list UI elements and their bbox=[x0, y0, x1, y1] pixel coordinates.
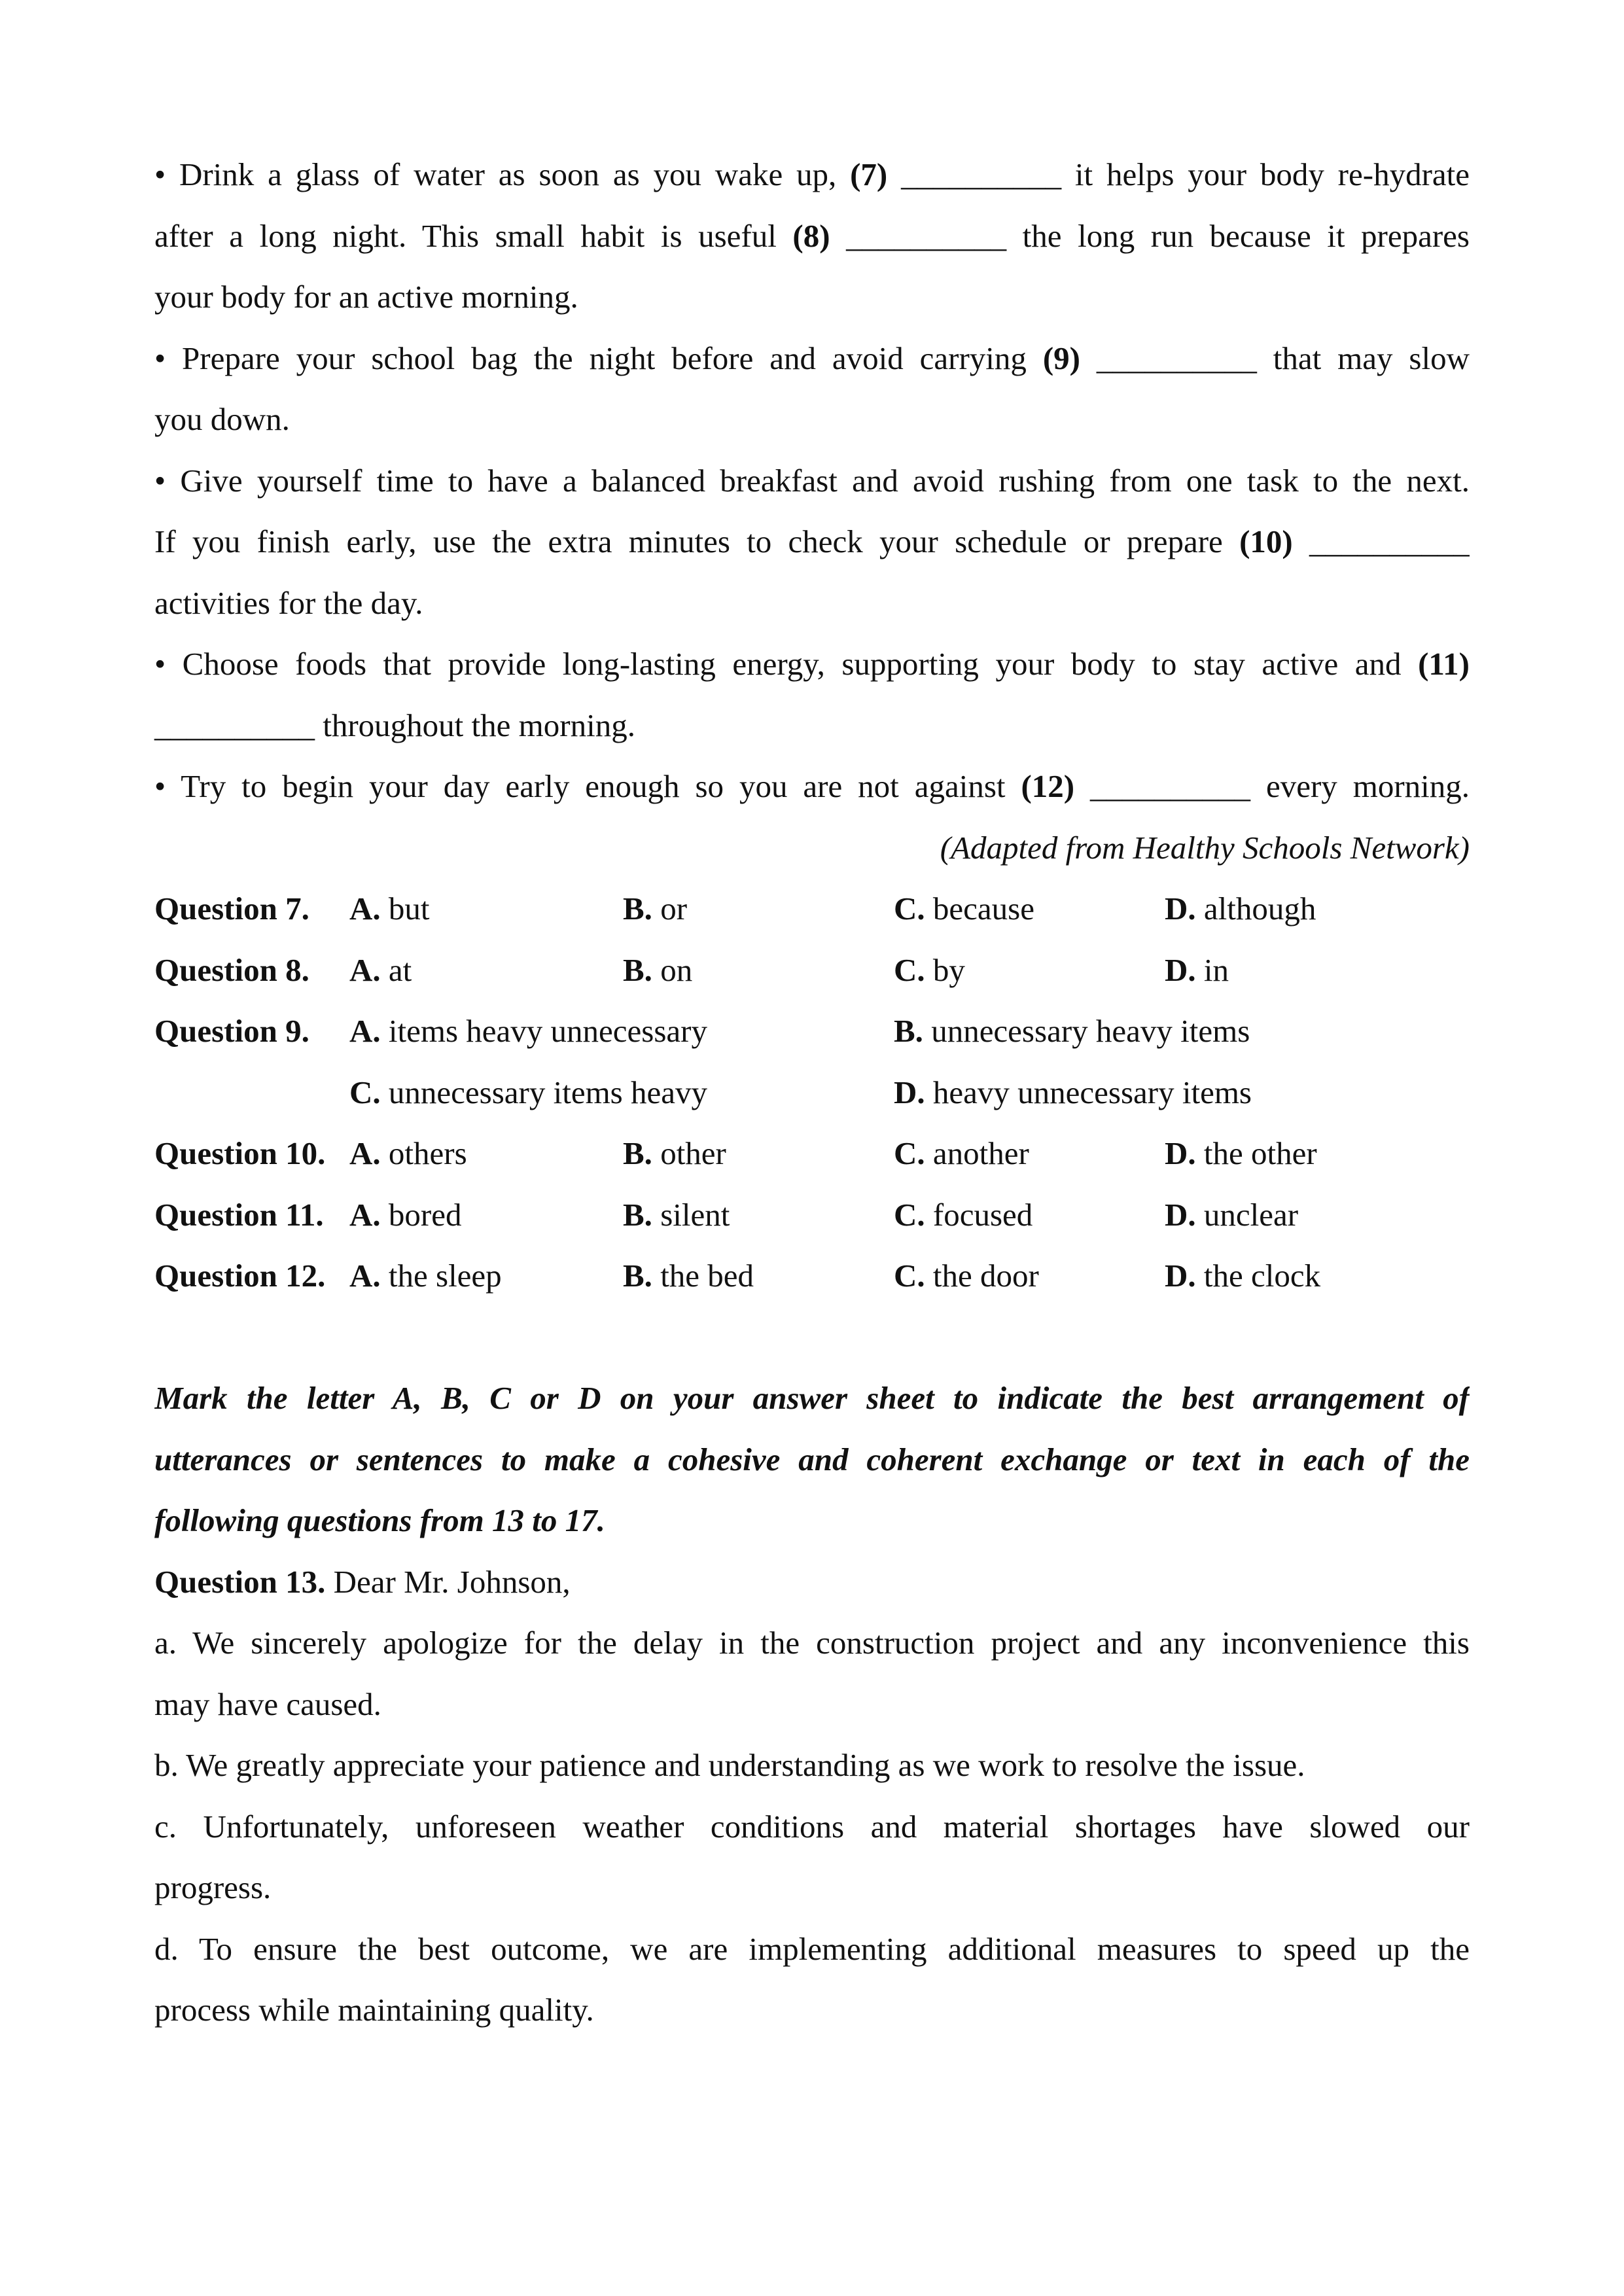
blank-number: (8) bbox=[792, 217, 830, 254]
question-label: Question 13. bbox=[154, 1563, 326, 1600]
option-text: the sleep bbox=[388, 1258, 502, 1294]
passage-text: • Drink a glass of water as soon as you wake up, bbox=[154, 156, 851, 192]
option-letter: A. bbox=[349, 1196, 381, 1233]
option-text: in bbox=[1203, 951, 1229, 988]
option-d[interactable] bbox=[894, 1062, 1252, 1123]
passage-text: If you finish early, use the extra minutes to check your schedule or prepare bbox=[154, 523, 1240, 559]
sentence-d-cont: process while maintaining quality. bbox=[154, 1992, 594, 2028]
option-c[interactable] bbox=[894, 1123, 1029, 1184]
passage-line bbox=[154, 633, 1470, 695]
passage-text: __________ the long run because it prepares bbox=[830, 217, 1470, 254]
passage-line: you down. bbox=[154, 401, 290, 437]
option-letter: C. bbox=[894, 891, 925, 927]
passage-source: (Adapted from Healthy Schools Network) bbox=[940, 829, 1470, 866]
option-d[interactable] bbox=[1165, 878, 1316, 940]
instruction-line: Mark the letter A, B, C or D on your answer sheet to indicate the best arrangement of bbox=[154, 1380, 1470, 1416]
option-text: at bbox=[388, 951, 412, 988]
option-letter: D. bbox=[1165, 891, 1196, 927]
question-label: Question 7. bbox=[154, 891, 309, 927]
option-letter: B. bbox=[623, 951, 652, 988]
option-text: heavy unnecessary items bbox=[932, 1074, 1252, 1110]
instruction-line: utterances or sentences to make a cohesive and coherent exchange or text in each of the bbox=[154, 1441, 1470, 1477]
question-label: Question 10. bbox=[154, 1135, 326, 1171]
passage-text: after a long night. This small habit is useful bbox=[154, 217, 793, 254]
option-text: another bbox=[932, 1135, 1029, 1171]
option-text: other bbox=[660, 1135, 726, 1171]
sentence-d: d. To ensure the best outcome, we are implementing additional measures to speed up the bbox=[154, 1930, 1470, 1967]
question-row bbox=[154, 1123, 1470, 1184]
option-letter: B. bbox=[894, 1013, 923, 1049]
option-a[interactable] bbox=[349, 878, 430, 940]
blank-number: (9) bbox=[1042, 340, 1080, 376]
option-letter: C. bbox=[894, 1196, 925, 1233]
option-c[interactable] bbox=[894, 1245, 1039, 1307]
option-letter: C. bbox=[894, 951, 925, 988]
option-text: unclear bbox=[1203, 1196, 1299, 1233]
option-text: because bbox=[932, 891, 1034, 927]
passage-text: __________ that may slow bbox=[1080, 340, 1470, 376]
option-text: silent bbox=[660, 1196, 730, 1233]
sentence-c-cont: progress. bbox=[154, 1869, 272, 1905]
passage-line bbox=[154, 511, 1470, 573]
passage-line bbox=[154, 328, 1470, 389]
option-c[interactable] bbox=[894, 1184, 1033, 1246]
option-text: the clock bbox=[1203, 1258, 1321, 1294]
blank-number: (12) bbox=[1021, 768, 1075, 804]
option-letter: B. bbox=[623, 1258, 652, 1294]
option-letter: C. bbox=[894, 1258, 925, 1294]
sentence-a-cont: may have caused. bbox=[154, 1686, 381, 1722]
passage-text: __________ every morning. bbox=[1074, 768, 1470, 804]
option-text: unnecessary heavy items bbox=[931, 1013, 1250, 1049]
option-letter: B. bbox=[623, 1196, 652, 1233]
question-label: Question 9. bbox=[154, 1013, 309, 1049]
question-row bbox=[154, 878, 1470, 940]
option-b[interactable] bbox=[623, 1184, 730, 1246]
sentence-a: a. We sincerely apologize for the delay in the construction project and any inconvenience this bbox=[154, 1625, 1470, 1661]
option-letter: D. bbox=[1165, 1135, 1196, 1171]
passage-line: your body for an active morning. bbox=[154, 279, 578, 315]
document-page bbox=[154, 144, 1470, 2041]
question-row bbox=[154, 1184, 1470, 1246]
option-d[interactable] bbox=[1165, 1184, 1298, 1246]
question-label: Question 11. bbox=[154, 1196, 324, 1233]
option-text: the other bbox=[1203, 1135, 1317, 1171]
passage-text: • Try to begin your day early enough so you are not against bbox=[154, 768, 1021, 804]
option-letter: D. bbox=[894, 1074, 925, 1110]
option-text: the bed bbox=[660, 1258, 754, 1294]
option-text: items heavy unnecessary bbox=[388, 1013, 707, 1049]
option-text: the door bbox=[932, 1258, 1039, 1294]
sentence-b: b. We greatly appreciate your patience and understanding as we work to resolve the issue. bbox=[154, 1747, 1305, 1783]
passage-text: • Choose foods that provide long-lasting energy, supporting your body to stay active and bbox=[154, 646, 1419, 682]
option-b[interactable] bbox=[623, 940, 692, 1001]
question-13-header bbox=[154, 1551, 1470, 1613]
option-a[interactable] bbox=[349, 1245, 502, 1307]
option-a[interactable] bbox=[349, 1123, 467, 1184]
passage-line: activities for the day. bbox=[154, 584, 423, 621]
passage-line: __________ throughout the morning. bbox=[154, 707, 635, 743]
option-letter: A. bbox=[349, 1135, 381, 1171]
question-row bbox=[154, 1000, 1470, 1062]
option-letter: D. bbox=[1165, 1258, 1196, 1294]
blank-number: (10) bbox=[1239, 523, 1293, 559]
blank-number: (11) bbox=[1418, 646, 1470, 682]
option-text: although bbox=[1203, 891, 1316, 927]
letter-greeting: Dear Mr. Johnson, bbox=[325, 1563, 571, 1600]
option-text: bored bbox=[388, 1196, 462, 1233]
option-c[interactable] bbox=[894, 878, 1034, 940]
passage-text: __________ bbox=[1292, 523, 1470, 559]
option-b[interactable] bbox=[623, 1245, 754, 1307]
passage-line: • Give yourself time to have a balanced breakfast and avoid rushing from one task to the next. bbox=[154, 462, 1470, 499]
option-text: focused bbox=[932, 1196, 1033, 1233]
question-row bbox=[154, 940, 1470, 1001]
option-letter: C. bbox=[894, 1135, 925, 1171]
option-text: on bbox=[660, 951, 693, 988]
option-letter: C. bbox=[349, 1074, 381, 1110]
option-b[interactable] bbox=[894, 1000, 1250, 1062]
passage-line bbox=[154, 205, 1470, 267]
option-a[interactable] bbox=[349, 1184, 461, 1246]
passage-text: • Prepare your school bag the night before and avoid carrying bbox=[154, 340, 1043, 376]
option-c[interactable] bbox=[894, 940, 965, 1001]
option-text: or bbox=[660, 891, 688, 927]
option-b[interactable] bbox=[623, 1123, 726, 1184]
option-letter: A. bbox=[349, 1013, 381, 1049]
option-letter: B. bbox=[623, 891, 652, 927]
option-a[interactable] bbox=[349, 1000, 707, 1062]
option-d[interactable] bbox=[1165, 1245, 1320, 1307]
option-d[interactable] bbox=[1165, 1123, 1317, 1184]
question-label: Question 8. bbox=[154, 951, 309, 988]
option-d[interactable] bbox=[1165, 940, 1229, 1001]
option-letter: D. bbox=[1165, 951, 1196, 988]
option-b[interactable] bbox=[623, 878, 687, 940]
passage-line bbox=[154, 144, 1470, 205]
option-letter: A. bbox=[349, 1258, 381, 1294]
question-row bbox=[154, 1062, 1470, 1123]
passage-text: __________ it helps your body re-hydrate bbox=[887, 156, 1470, 192]
passage-line bbox=[154, 756, 1470, 817]
instruction-line: following questions from 13 to 17. bbox=[154, 1502, 605, 1538]
option-text: unnecessary items heavy bbox=[388, 1074, 707, 1110]
section-spacer bbox=[154, 1307, 1470, 1368]
option-text: others bbox=[388, 1135, 467, 1171]
question-label: Question 12. bbox=[154, 1258, 326, 1294]
option-text: but bbox=[388, 891, 430, 927]
option-c[interactable] bbox=[349, 1062, 707, 1123]
sentence-c: c. Unfortunately, unforeseen weather conditions and material shortages have slowed our bbox=[154, 1808, 1470, 1845]
question-row bbox=[154, 1245, 1470, 1307]
option-letter: A. bbox=[349, 951, 381, 988]
option-text: by bbox=[932, 951, 965, 988]
option-letter: D. bbox=[1165, 1196, 1196, 1233]
option-letter: B. bbox=[623, 1135, 652, 1171]
blank-number: (7) bbox=[850, 156, 888, 192]
option-letter: A. bbox=[349, 891, 381, 927]
option-a[interactable] bbox=[349, 940, 412, 1001]
